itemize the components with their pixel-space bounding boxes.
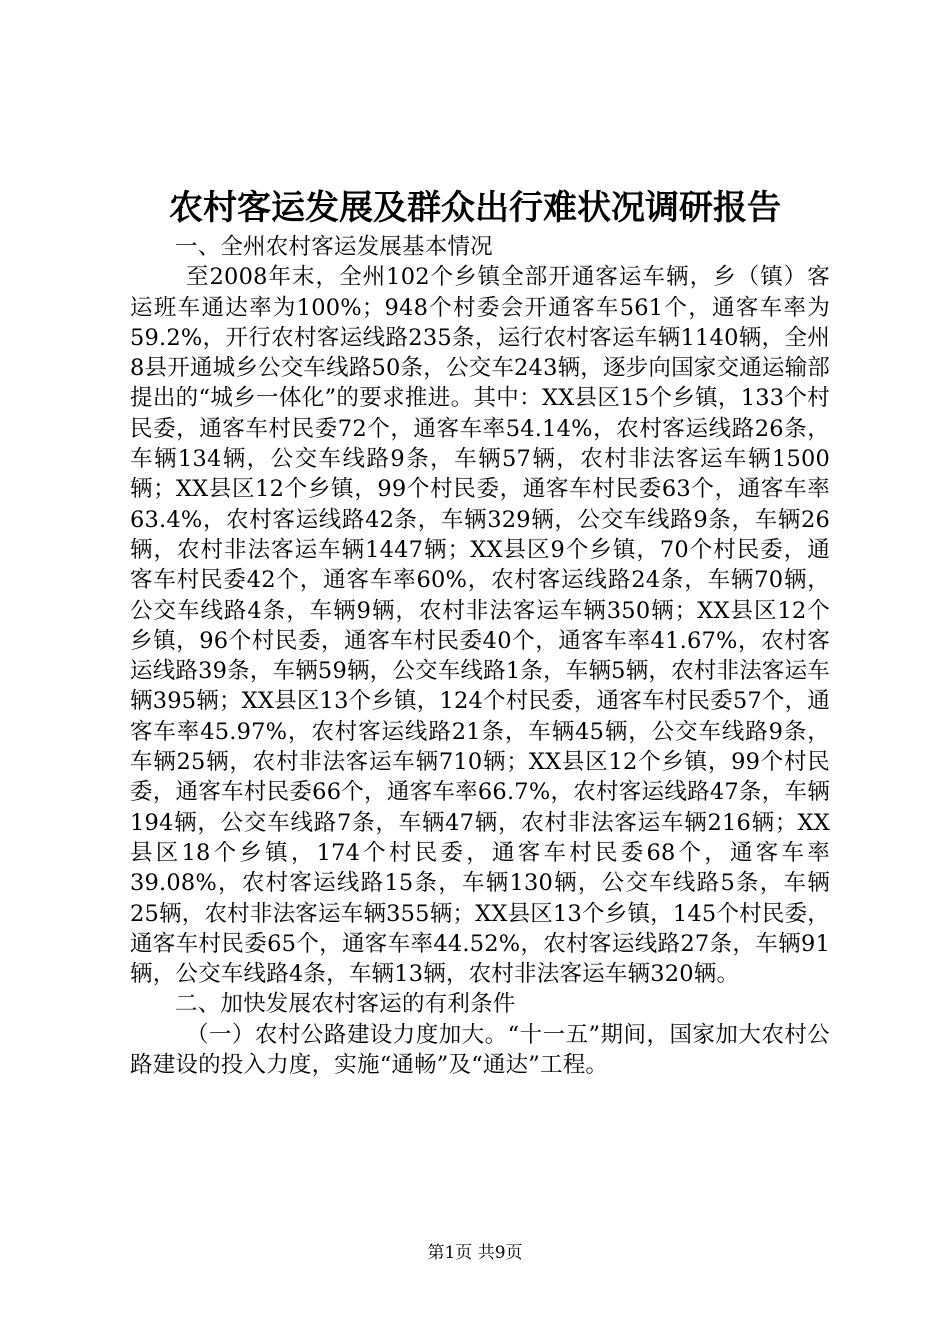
document-title: 农村客运发展及群众出行难状况调研报告	[169, 188, 781, 228]
section-heading-2: 二、加快发展农村客运的有利条件	[175, 991, 516, 1018]
section-paragraph-2: （一）农村公路建设力度加大。“十一五”期间，国家加大农村公路建设的投入力度，实施“通畅”及“通达”工程。	[130, 1021, 830, 1079]
section-paragraph-1: 至2008年末，全州102个乡镇全部开通客运车辆，乡（镇）客运班车通达率为100%；948个村委会开通客车561个，通客车率为59.2%，开行农村客运线路235条，运行农村客运车辆1140辆，全州8县开通城乡公交车线路50条，公交车243辆，逐步向国家交通运输部提出的“城乡一体化”的要求推进。其中：XX县区15个乡镇，133个村民委，通客车村民委72个，通客车率54.14%，农村客运线路26条，车辆134辆，公交车线路9条，车辆57辆，农村非法客运车辆1500辆；XX县区12个乡镇，99个村民委，通客车村民委63个，通客车率63.4%，农村客运线路42条，车辆329辆，公交车线路9条，车辆26辆，农村非法客运车辆1447辆；XX县区9个乡镇，70个村民委，通客车村民委42个，通客车率60%，农村客运线路24条，车辆70辆，公交车线路4条，车辆9辆，农村非法客运车辆350辆；XX县区12个乡镇，96个村民委，通客车村民委40个，通客车率41.67%，农村客运线路39条，车辆59辆，公交车线路1条，车辆5辆，农村非法客运车辆395辆；XX县区13个乡镇，124个村民委，通客车村民委57个，通客车率45.97%，农村客运线路21条，车辆45辆，公交车线路9条，车辆25辆，农村非法客运车辆710辆；XX县区12个乡镇，99个村民委，通客车村民委66个，通客车率66.7%，农村客运线路47条，车辆194辆，公交车线路7条，车辆47辆，农村非法客运车辆216辆；XX县区18个乡镇，174个村民委，通客车村民委68个，通客车率39.08%，农村客运线路15条，车辆130辆，公交车线路5条，车辆25辆，农村非法客运车辆355辆；XX县区13个乡镇，145个村民委，通客车村民委65个，通客车率44.52%，农村客运线路27条，车辆91辆，公交车线路4条，车辆13辆，农村非法客运车辆320辆。	[130, 264, 830, 988]
section-heading-1: 一、全州农村客运发展基本情况	[175, 234, 493, 260]
document-body	[130, 232, 830, 1080]
page-number-footer: 第1页 共9页	[427, 1243, 523, 1263]
